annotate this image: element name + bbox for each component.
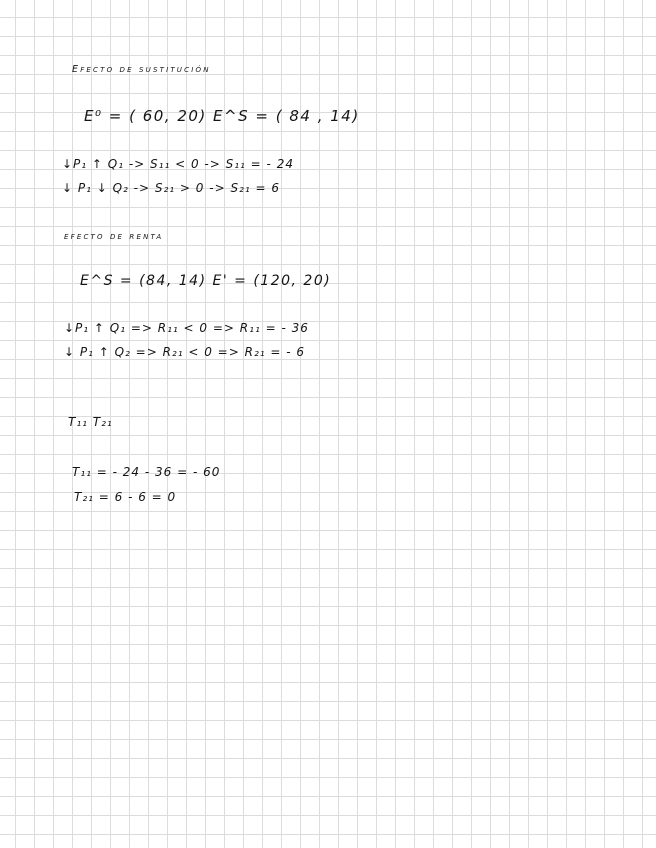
sustitucion-equation: E⁰ = ( 60, 20) E^S = ( 84 , 14)	[84, 107, 360, 125]
renta-heading: efecto de renta	[64, 231, 164, 242]
sustitucion-line-2: ↓ P₁ ↓ Q₂ -> S₂₁ > 0 -> S₂₁ = 6	[62, 181, 280, 195]
renta-line-1: ↓P₁ ↑ Q₁ => R₁₁ < 0 => R₁₁ = - 36	[64, 321, 309, 335]
renta-equation: E^S = (84, 14) E' = (120, 20)	[80, 273, 332, 289]
sustitucion-line-1: ↓P₁ ↑ Q₁ -> S₁₁ < 0 -> S₁₁ = - 24	[62, 157, 294, 171]
renta-line-2: ↓ P₁ ↑ Q₂ => R₂₁ < 0 => R₂₁ = - 6	[64, 345, 306, 359]
totales-line-1: T₁₁ = - 24 - 36 = - 60	[72, 465, 221, 479]
totales-line-2: T₂₁ = 6 - 6 = 0	[74, 490, 177, 504]
sustitucion-heading: Efecto de sustitución	[72, 64, 211, 75]
totales-labels: T₁₁ T₂₁	[68, 415, 113, 429]
